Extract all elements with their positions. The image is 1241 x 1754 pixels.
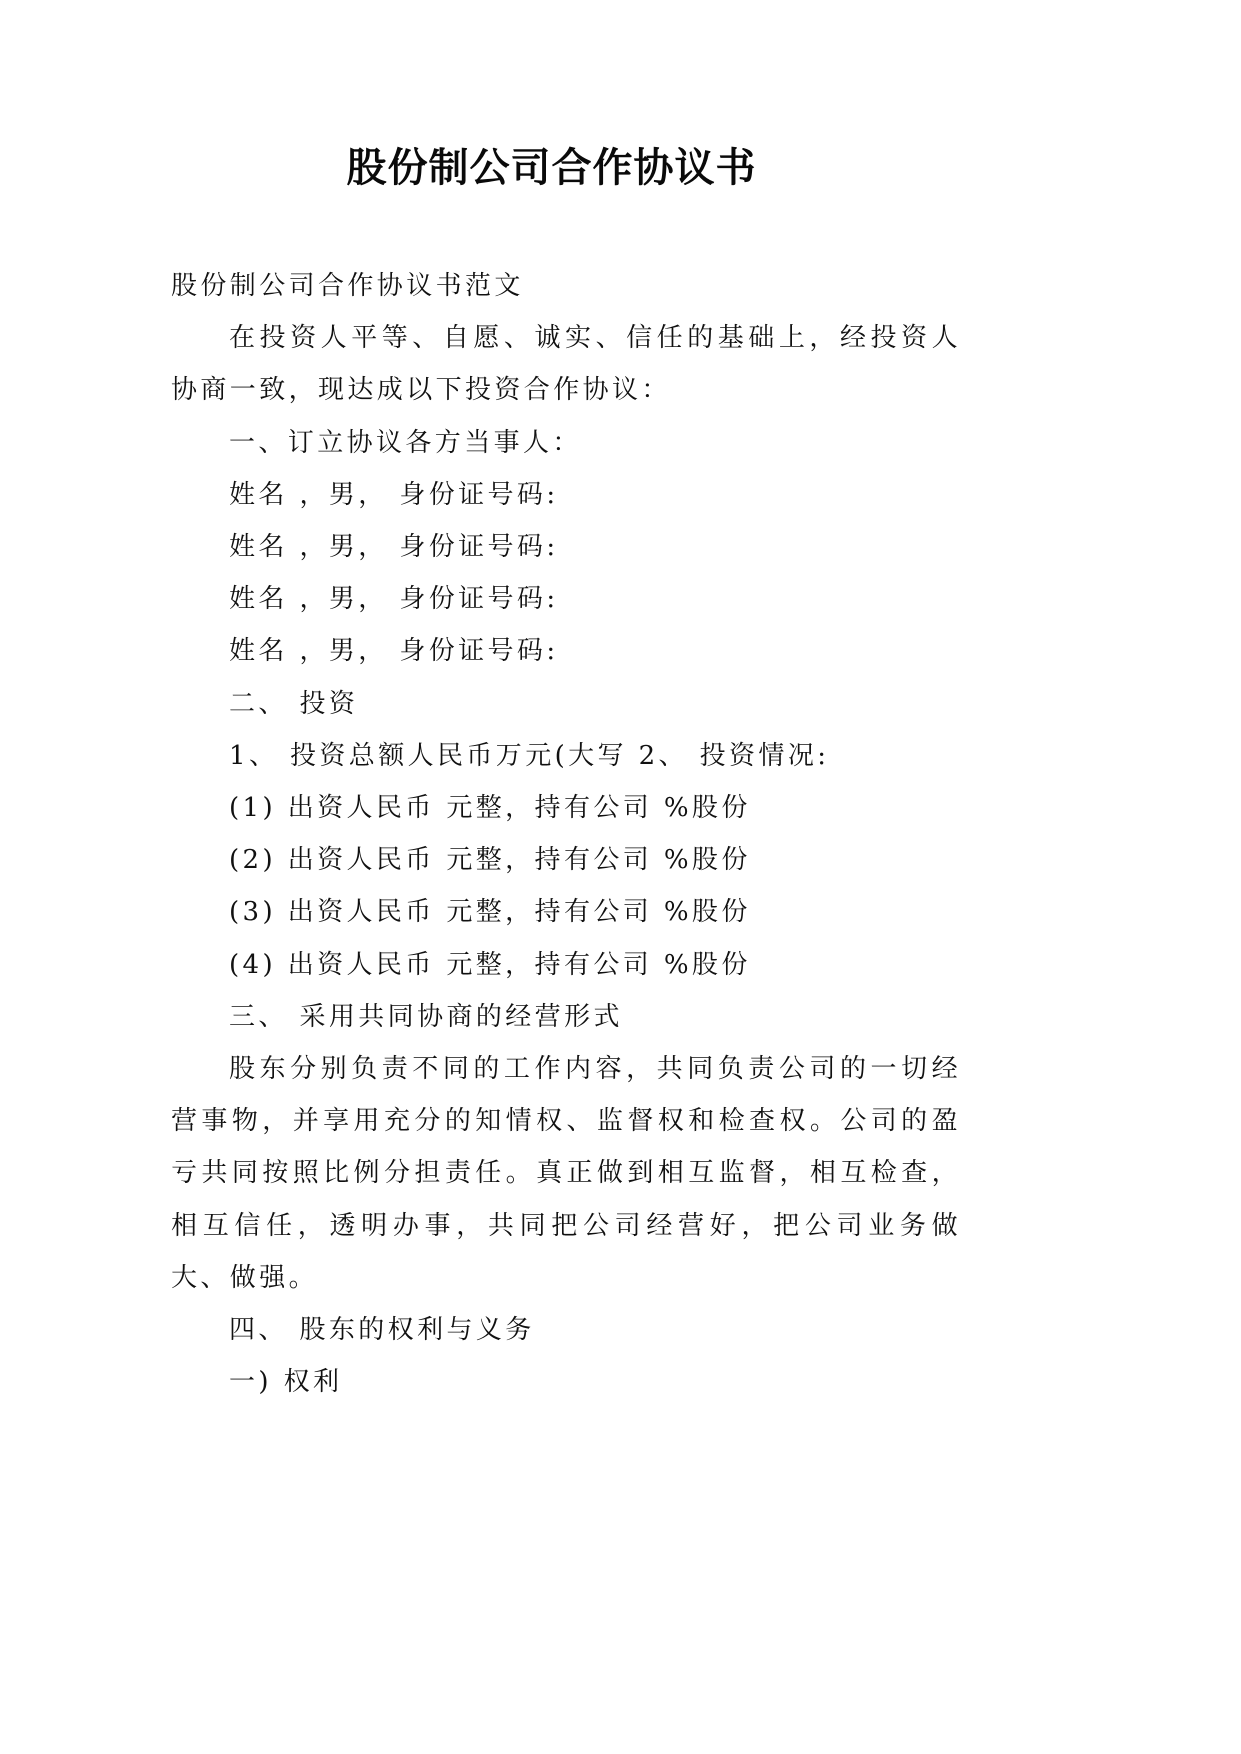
party-line: 姓名 ，男， 身份证号码:: [229, 636, 559, 667]
section-1-heading: 一、订立协议各方当事人：: [229, 427, 582, 458]
document-subtitle: 股份制公司合作协议书范文: [171, 271, 524, 301]
party-line: 姓名 ，男， 身份证号码:: [229, 584, 559, 615]
contribution-line: (1) 出资人民币 元整，持有公司 %股份: [229, 793, 751, 824]
section-4-subheading-rights: 一) 权利: [229, 1367, 343, 1398]
document-title: 股份制公司合作协议书: [346, 145, 757, 191]
section-2-heading: 二、 投资: [229, 688, 359, 719]
party-line: 姓名 ，男， 身份证号码:: [229, 479, 559, 510]
intro-paragraph: 在投资人平等、自愿、诚实、信任的基础上，经投资人协商一致，现达成以下投资合作协议：: [171, 323, 961, 406]
contribution-line: (4) 出资人民币 元整，持有公司 %股份: [229, 949, 751, 980]
investment-total-line: 1、 投资总额人民币万元(大写 2、 投资情况:: [229, 740, 830, 771]
section-4-heading: 四、 股东的权利与义务: [229, 1315, 535, 1346]
party-line: 姓名 ，男， 身份证号码:: [229, 532, 559, 563]
section-3-paragraph: 股东分别负责不同的工作内容，共同负责公司的一切经营事物，并享用充分的知情权、监督权和检查权。公司的盈亏共同按照比例分担责任。真正做到相互监督，相互检查，相互信任，透明办事，共同把公司经营好，把公司业务做大、做强。: [171, 1054, 961, 1293]
section-3-heading: 三、 采用共同协商的经营形式: [229, 1001, 623, 1032]
contribution-line: (3) 出资人民币 元整，持有公司 %股份: [229, 897, 751, 928]
document-body: [171, 260, 961, 1408]
contribution-line: (2) 出资人民币 元整，持有公司 %股份: [229, 845, 751, 876]
